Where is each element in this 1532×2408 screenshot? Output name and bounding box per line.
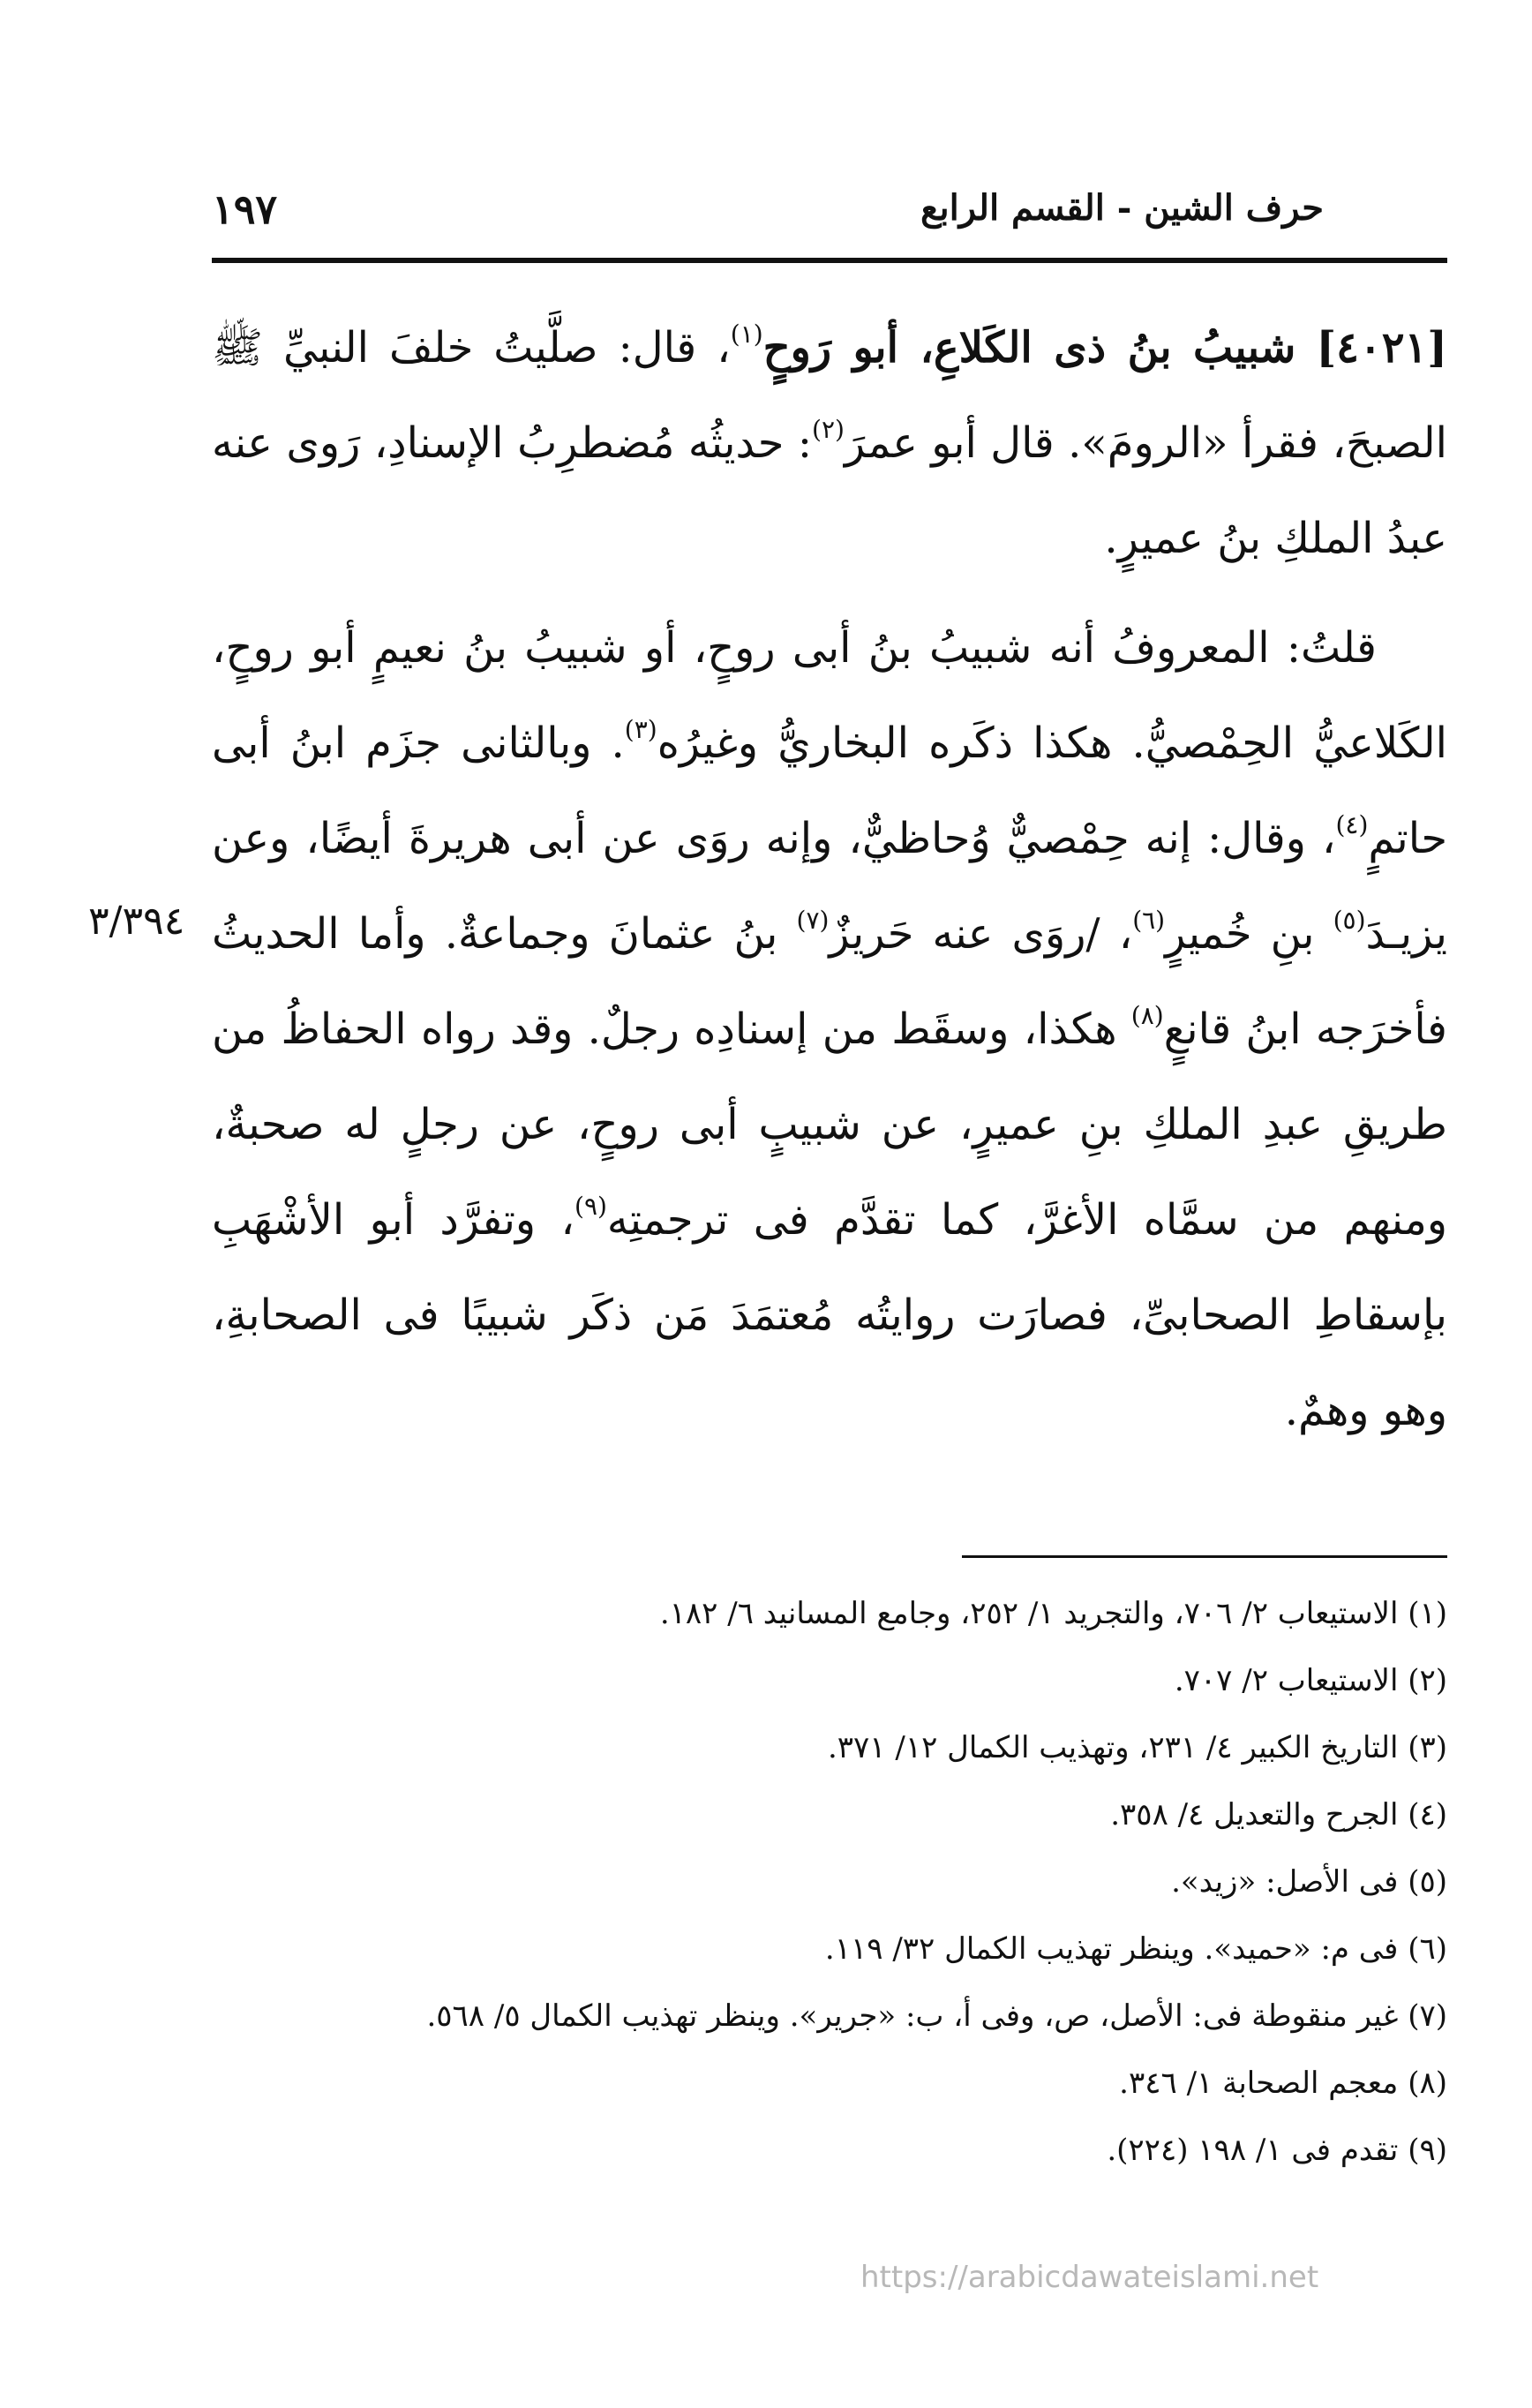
entry-text: ، /روَى عنه حَريزٌ [829, 909, 1133, 959]
entry-text: قلتُ: المعروفُ أنه شبيبُ بنُ أبى روحٍ، أو شبيبُ بنُ نعيمٍ أبو روحٍ، الكَلاعيُّ الحِمْصيُّ. هكذا ذكَره البخاريُّ وغيرُه [212, 623, 1448, 768]
footnote-6: (٦) فى م: «حميد». وينظر تهذيب الكمال ٣٢/ ١١٩. [824, 1931, 1447, 1967]
entry-text: بنِ خُميرٍ [1165, 909, 1333, 959]
footnote-5: (٥) فى الأصل: «زيد». [1171, 1864, 1447, 1900]
footnote-marker-2[interactable]: (٢) [812, 415, 845, 444]
footnote-rule [962, 1555, 1447, 1558]
entry-text: بنُ عثمانَ وجماعةٌ. وأما الحديثُ فأخرَجه ابنُ قانعٍ [212, 909, 1448, 1054]
entry-paragraph-2 [212, 600, 1447, 1458]
header-rule [212, 258, 1447, 263]
footnote-1: (١) الاستيعاب ٢/ ٧٠٦، والتجريد ١/ ٢٥٢، وجامع المسانيد ٦/ ١٨٢. [659, 1596, 1447, 1631]
footnote-marker-9[interactable]: (٩) [574, 1192, 607, 1221]
page-header [212, 185, 1447, 238]
entry-text: ، وقال: إنه حِمْصيٌّ وُحاظيٌّ، وإنه روَى عن أبى هريرةَ أيضًا، وعن يزيـدَ [212, 814, 1447, 959]
entry-text: ، وتفرَّد أبو الأشْهَبِ بإسقاطِ الصحابىِّ، فصارَت روايتُه مُعتمَدَ مَن ذكَر شبيبًا فى الصحابةِ، وهو وهمٌ. [212, 1195, 1447, 1435]
watermark: https://arabicdawateislami.net [860, 2260, 1319, 2295]
entry-text: : حديثُه مُضطرِبُ الإسنادِ، رَوى عنه عبدُ الملكِ بنُ عميرٍ. [212, 418, 1447, 563]
page-number: ١٩٧ [212, 185, 278, 233]
footnote-marker-7[interactable]: (٧) [796, 906, 830, 935]
footnote-marker-8[interactable]: (٨) [1130, 1001, 1164, 1030]
footnotes-list [212, 1580, 1447, 2184]
footnote-marker-5[interactable]: (٥) [1333, 906, 1366, 935]
entry-number: [٤٠٢١] [1316, 323, 1447, 372]
entry-body [212, 300, 1447, 1458]
footnote-marker-3[interactable]: (٣) [624, 715, 657, 744]
footnote-3: (٣) التاريخ الكبير ٤/ ٢٣١، وتهذيب الكمال ١٢/ ٣٧١. [827, 1730, 1447, 1765]
margin-volume-page-ref: ٣/٣٩٤ [88, 899, 185, 944]
footnote-9: (٩) تقدم فى ١/ ١٩٨ (٢٢٤). [1107, 2133, 1447, 2168]
footnote-marker-6[interactable]: (٦) [1132, 906, 1166, 935]
footnote-4: (٤) الجرح والتعديل ٤/ ٣٥٨. [1110, 1797, 1447, 1832]
footnote-marker-1[interactable]: (١) [730, 320, 763, 349]
entry-text: هكذا، وسقَط من إسنادِه رجلٌ. وقد رواه الحفاظُ من طريقِ عبدِ الملكِ بنِ عميرٍ، عن شبيبٍ أبى روحٍ، عن رجلٍ له صحبةٌ، ومنهم من سمَّاه الأغرَّ، كما تقدَّم فى ترجمتِه [212, 1005, 1448, 1245]
footnote-marker-4[interactable]: (٤) [1335, 810, 1369, 839]
entry-text: ، قال: صلَّيتُ خلفَ النبيِّ ﷺ الصبحَ، فقرأ «الرومَ». قال أبو عمرَ [212, 323, 1448, 468]
footnote-2: (٢) الاستيعاب ٢/ ٧٠٧. [1174, 1663, 1447, 1698]
entry-paragraph-1 [212, 300, 1447, 586]
footnote-7: (٧) غير منقوطة فى: الأصل، ص، وفى أ، ب: «جرير». وينظر تهذيب الكمال ٥/ ٥٦٨. [426, 1998, 1447, 2034]
entry-name: شبيبُ بنُ ذى الكَلاعِ، أبو رَوحٍ [762, 323, 1296, 372]
entry-text: . وبالثانى جزَم ابنُ أبى حاتمٍ [212, 719, 1447, 863]
footnote-8: (٨) معجم الصحابة ١/ ٣٤٦. [1119, 2066, 1447, 2101]
running-title: حرف الشين - القسم الرابع [920, 187, 1324, 229]
